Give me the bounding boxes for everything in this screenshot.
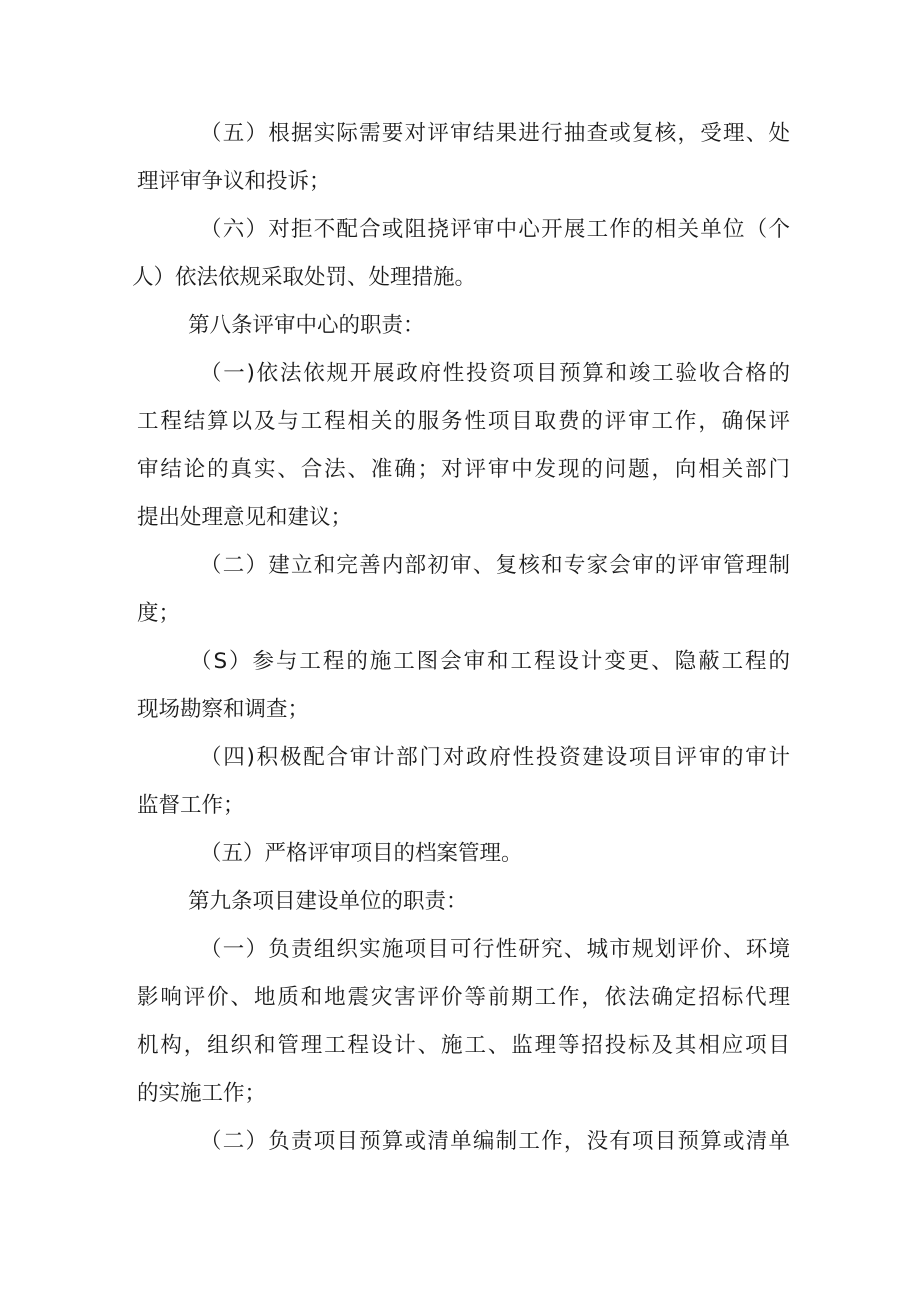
paragraph-line: 理评审争议和投诉； [137, 169, 331, 194]
paragraph-line: （四)积极配合审计部门对政府性投资建设项目评审的审计 [200, 745, 790, 770]
paragraph-line: 影响评价、地质和地震灾害评价等前期工作，依法确定招标代理 [137, 985, 790, 1010]
paragraph-line: （S）参与工程的施工图会审和工程设计变更、隐蔽工程的 [190, 649, 790, 674]
paragraph-line: （一)依法依规开展政府性投资项目预算和竣工验收合格的 [200, 361, 790, 386]
paragraph-line: 工程结算以及与工程相关的服务性项目取费的评审工作，确保评 [137, 409, 790, 434]
paragraph-line: （六）对拒不配合或阻挠评审中心开展工作的相关单位（个 [200, 217, 790, 242]
paragraph-line: （一）负责组织实施项目可行性研究、城市规划评价、环境 [200, 937, 790, 962]
paragraph-line: 人）依法依规采取处罚、处理措施。 [132, 265, 477, 290]
paragraph-line: （二）建立和完善内部初审、复核和专家会审的评审管理制 [200, 553, 790, 578]
paragraph-line: 监督工作； [137, 793, 245, 818]
paragraph-line: 的实施工作； [137, 1081, 267, 1106]
paragraph-line: （五）根据实际需要对评审结果进行抽查或复核，受理、处 [200, 121, 790, 146]
paragraph-line: 机构，组织和管理工程设计、施工、监理等招投标及其相应项目 [137, 1033, 790, 1058]
paragraph-line: 审结论的真实、合法、准确；对评审中发现的问题，向相关部门 [137, 457, 790, 482]
paragraph-line: 提出处理意见和建议； [137, 505, 353, 530]
paragraph-line: 度； [137, 601, 181, 626]
article-heading: 第九条项目建设单位的职责： [188, 889, 468, 914]
paragraph-line: （二）负责项目预算或清单编制工作，没有项目预算或清单 [200, 1129, 790, 1154]
article-heading: 第八条评审中心的职责： [188, 313, 425, 338]
paragraph-line: （五）严格评审项目的档案管理。 [200, 841, 523, 866]
paragraph-line: 现场勘察和调查； [137, 697, 310, 722]
